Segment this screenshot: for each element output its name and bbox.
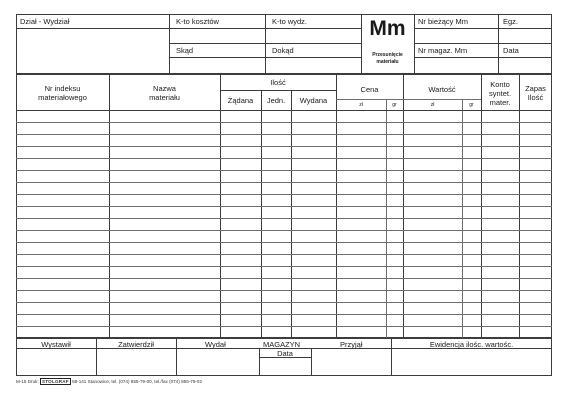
table-cell[interactable]	[403, 158, 462, 170]
warehouse-number-label: Nr magaz. Mm	[418, 46, 468, 55]
table-cell[interactable]	[336, 218, 386, 230]
table-cell[interactable]	[16, 242, 109, 254]
col-requested: Żądana	[227, 96, 254, 105]
table-cell[interactable]	[462, 290, 481, 302]
table-cell[interactable]	[261, 194, 291, 206]
table-cell[interactable]	[386, 290, 403, 302]
table-cell[interactable]	[261, 206, 291, 218]
table-cell[interactable]	[109, 206, 220, 218]
table-cell[interactable]	[462, 302, 481, 314]
table-cell[interactable]	[386, 302, 403, 314]
table-cell[interactable]	[109, 230, 220, 242]
table-cell[interactable]	[220, 254, 261, 266]
table-cell[interactable]	[336, 122, 386, 134]
table-cell[interactable]	[16, 134, 109, 146]
table-cell[interactable]	[462, 254, 481, 266]
table-cell[interactable]	[336, 266, 386, 278]
table-cell[interactable]	[291, 206, 336, 218]
copy-label: Egz.	[503, 17, 519, 26]
table-cell[interactable]	[403, 266, 462, 278]
table-cell[interactable]	[481, 170, 519, 182]
table-cell[interactable]	[220, 122, 261, 134]
table-cell[interactable]	[386, 242, 403, 254]
table-cell[interactable]	[519, 314, 552, 326]
table-cell[interactable]	[291, 230, 336, 242]
table-cell[interactable]	[481, 206, 519, 218]
table-cell[interactable]	[386, 170, 403, 182]
table-cell[interactable]	[386, 326, 403, 338]
row-divider	[16, 206, 552, 207]
header-divider	[16, 28, 361, 29]
table-cell[interactable]	[291, 254, 336, 266]
table-cell[interactable]	[16, 218, 109, 230]
row-divider	[16, 122, 552, 123]
table-cell[interactable]	[109, 326, 220, 338]
table-cell[interactable]	[261, 182, 291, 194]
table-cell[interactable]	[336, 146, 386, 158]
table-cell[interactable]	[291, 242, 336, 254]
table-cell[interactable]	[481, 158, 519, 170]
table-cell[interactable]	[291, 290, 336, 302]
table-cell[interactable]	[336, 230, 386, 242]
warehouse-label: MAGAZYN	[263, 340, 301, 349]
header-divider	[498, 14, 499, 74]
col-account-line3: mater.	[489, 98, 511, 107]
table-cell[interactable]	[261, 146, 291, 158]
table-cell[interactable]	[291, 266, 336, 278]
table-cell[interactable]	[220, 170, 261, 182]
table-cell[interactable]	[336, 254, 386, 266]
table-cell[interactable]	[403, 194, 462, 206]
table-cell[interactable]	[481, 134, 519, 146]
table-cell[interactable]	[336, 194, 386, 206]
col-account-line2: syntet.	[488, 89, 512, 98]
table-cell[interactable]	[462, 314, 481, 326]
table-cell[interactable]	[386, 194, 403, 206]
table-cell[interactable]	[481, 230, 519, 242]
table-cell[interactable]	[220, 110, 261, 122]
price-gr-label: gr	[392, 102, 397, 108]
table-cell[interactable]	[109, 146, 220, 158]
table-cell[interactable]	[220, 278, 261, 290]
table-cell[interactable]	[403, 254, 462, 266]
row-divider	[16, 266, 552, 267]
table-cell[interactable]	[336, 278, 386, 290]
table-cell[interactable]	[220, 230, 261, 242]
date-label: Data	[503, 46, 519, 55]
table-cell[interactable]	[386, 206, 403, 218]
table-cell[interactable]	[462, 158, 481, 170]
table-cell[interactable]	[462, 326, 481, 338]
table-cell[interactable]	[519, 194, 552, 206]
table-cell[interactable]	[519, 254, 552, 266]
table-cell[interactable]	[481, 242, 519, 254]
table-cell[interactable]	[109, 218, 220, 230]
table-cell[interactable]	[261, 266, 291, 278]
table-cell[interactable]	[386, 182, 403, 194]
printer-address: 58-141 Stanowice, tel. (074) 855-79-00, tel./fax (074) 855-79-02	[72, 379, 203, 384]
table-cell[interactable]	[519, 182, 552, 194]
table-cell[interactable]	[386, 134, 403, 146]
table-cell[interactable]	[109, 302, 220, 314]
signature-divider	[176, 338, 177, 376]
printer-logo: STOLGRAF	[42, 379, 69, 384]
row-divider	[16, 230, 552, 231]
table-cell[interactable]	[462, 230, 481, 242]
table-cell[interactable]	[291, 314, 336, 326]
row-divider	[16, 242, 552, 243]
table-cell[interactable]	[261, 254, 291, 266]
row-divider	[16, 254, 552, 255]
current-number-label: Nr bieżący Mm	[418, 17, 469, 26]
table-cell[interactable]	[403, 182, 462, 194]
table-cell[interactable]	[16, 290, 109, 302]
table-cell[interactable]	[16, 182, 109, 194]
table-cell[interactable]	[261, 278, 291, 290]
table-cell[interactable]	[291, 278, 336, 290]
table-cell[interactable]	[261, 302, 291, 314]
table-cell[interactable]	[481, 302, 519, 314]
table-cell[interactable]	[403, 206, 462, 218]
row-divider	[16, 134, 552, 135]
table-cell[interactable]	[519, 278, 552, 290]
table-cell[interactable]	[403, 134, 462, 146]
col-price: Cena	[360, 85, 379, 94]
table-cell[interactable]	[261, 218, 291, 230]
table-cell[interactable]	[109, 278, 220, 290]
table-cell[interactable]	[336, 326, 386, 338]
table-cell[interactable]	[462, 242, 481, 254]
table-cell[interactable]	[481, 326, 519, 338]
table-cell[interactable]	[481, 254, 519, 266]
table-cell[interactable]	[16, 230, 109, 242]
received-by-label: Przyjął	[340, 340, 363, 349]
table-cell[interactable]	[336, 182, 386, 194]
table-cell[interactable]	[220, 134, 261, 146]
table-cell[interactable]	[291, 302, 336, 314]
table-cell[interactable]	[481, 194, 519, 206]
table-cell[interactable]	[386, 254, 403, 266]
table-cell[interactable]	[291, 218, 336, 230]
table-cell[interactable]	[336, 242, 386, 254]
table-cell[interactable]	[220, 194, 261, 206]
table-cell[interactable]	[261, 122, 291, 134]
row-divider	[16, 170, 552, 171]
table-cell[interactable]	[261, 230, 291, 242]
table-cell[interactable]	[481, 146, 519, 158]
table-cell[interactable]	[386, 266, 403, 278]
printer-imprint	[16, 378, 202, 385]
form-subtitle-line2: materiału	[376, 59, 399, 65]
table-cell[interactable]	[519, 110, 552, 122]
form-number: M-15 Druk:	[16, 379, 39, 384]
col-account-line1: Konto	[490, 80, 510, 89]
table-cell[interactable]	[220, 146, 261, 158]
row-divider	[16, 182, 552, 183]
table-cell[interactable]	[462, 278, 481, 290]
row-divider	[16, 194, 552, 195]
table-cell[interactable]	[519, 242, 552, 254]
issued-by-label: Wystawił	[41, 340, 71, 349]
table-cell[interactable]	[481, 182, 519, 194]
table-cell[interactable]	[336, 290, 386, 302]
table-cell[interactable]	[481, 278, 519, 290]
table-cell[interactable]	[481, 290, 519, 302]
table-cell[interactable]	[519, 170, 552, 182]
table-cell[interactable]	[109, 194, 220, 206]
header-divider	[414, 43, 552, 44]
row-divider	[16, 314, 552, 315]
header-divider	[414, 28, 552, 29]
table-cell[interactable]	[386, 122, 403, 134]
table-cell[interactable]	[109, 314, 220, 326]
table-cell[interactable]	[519, 218, 552, 230]
col-index-line2: materiałowego	[38, 93, 87, 102]
table-cell[interactable]	[403, 278, 462, 290]
table-cell[interactable]	[403, 242, 462, 254]
table-cell[interactable]	[462, 266, 481, 278]
dept-label: Dział - Wydział	[20, 17, 70, 26]
released-by-label: Wydał	[205, 340, 226, 349]
table-cell[interactable]	[220, 158, 261, 170]
table-cell[interactable]	[220, 242, 261, 254]
table-cell[interactable]	[403, 170, 462, 182]
table-cell[interactable]	[386, 314, 403, 326]
row-divider	[16, 146, 552, 147]
table-cell[interactable]	[481, 266, 519, 278]
table-cell[interactable]	[462, 122, 481, 134]
col-name-line1: Nazwa	[153, 84, 176, 93]
row-divider	[16, 326, 552, 327]
table-cell[interactable]	[16, 254, 109, 266]
table-cell[interactable]	[291, 194, 336, 206]
table-cell[interactable]	[336, 134, 386, 146]
signature-divider	[311, 348, 312, 376]
table-cell[interactable]	[403, 218, 462, 230]
table-cell[interactable]	[261, 290, 291, 302]
header-divider	[169, 14, 170, 74]
table-cell[interactable]	[481, 122, 519, 134]
table-cell[interactable]	[261, 170, 291, 182]
table-cell[interactable]	[261, 110, 291, 122]
table-cell[interactable]	[109, 254, 220, 266]
col-quantity: Ilość	[270, 78, 286, 87]
table-cell[interactable]	[291, 122, 336, 134]
table-cell[interactable]	[386, 278, 403, 290]
table-cell[interactable]	[386, 110, 403, 122]
table-cell[interactable]	[220, 218, 261, 230]
table-cell[interactable]	[109, 182, 220, 194]
table-cell[interactable]	[261, 242, 291, 254]
table-cell[interactable]	[261, 314, 291, 326]
table-cell[interactable]	[291, 326, 336, 338]
table-cell[interactable]	[109, 134, 220, 146]
signature-date-label: Data	[277, 349, 293, 358]
form-subtitle-line1: Przesunięcie	[372, 52, 403, 58]
table-cell[interactable]	[519, 326, 552, 338]
table-cell[interactable]	[220, 302, 261, 314]
table-cell[interactable]	[462, 170, 481, 182]
table-cell[interactable]	[462, 146, 481, 158]
table-cell[interactable]	[109, 170, 220, 182]
header-divider	[265, 14, 266, 74]
table-cell[interactable]	[462, 182, 481, 194]
approved-by-label: Zatwierdził	[118, 340, 154, 349]
table-cell[interactable]	[220, 314, 261, 326]
col-index-line1: Nr indeksu	[44, 84, 81, 93]
row-divider	[16, 290, 552, 291]
col-issued: Wydana	[299, 96, 328, 105]
header-divider	[414, 14, 415, 74]
table-cell[interactable]	[386, 230, 403, 242]
table-cell[interactable]	[519, 206, 552, 218]
table-cell[interactable]	[336, 158, 386, 170]
cost-account-label: K-to kosztów	[176, 17, 219, 26]
table-cell[interactable]	[519, 290, 552, 302]
col-value: Wartość	[428, 85, 456, 94]
table-cell[interactable]	[403, 326, 462, 338]
form-code: Mm	[369, 17, 406, 40]
value-zl-label: zł	[430, 102, 435, 108]
col-stock-line2: Ilość	[527, 93, 544, 102]
destination-label: Dokąd	[272, 46, 294, 55]
table-cell[interactable]	[16, 122, 109, 134]
table-cell[interactable]	[386, 146, 403, 158]
table-cell[interactable]	[462, 206, 481, 218]
table-cell[interactable]	[336, 314, 386, 326]
table-cell[interactable]	[261, 326, 291, 338]
table-cell[interactable]	[481, 314, 519, 326]
table-cell[interactable]	[519, 158, 552, 170]
dept-account-label: K-to wydz.	[272, 17, 308, 26]
table-cell[interactable]	[16, 194, 109, 206]
col-unit: Jedn.	[266, 96, 286, 105]
table-cell[interactable]	[519, 302, 552, 314]
row-divider	[16, 302, 552, 303]
value-gr-label: gr	[469, 102, 474, 108]
table-cell[interactable]	[16, 158, 109, 170]
table-cell[interactable]	[291, 170, 336, 182]
table-cell[interactable]	[519, 266, 552, 278]
table-cell[interactable]	[403, 110, 462, 122]
table-cell[interactable]	[336, 206, 386, 218]
table-cell[interactable]	[109, 266, 220, 278]
table-cell[interactable]	[519, 134, 552, 146]
table-cell[interactable]	[291, 158, 336, 170]
table-cell[interactable]	[462, 110, 481, 122]
table-cell[interactable]	[336, 170, 386, 182]
table-cell[interactable]	[16, 206, 109, 218]
table-cell[interactable]	[291, 134, 336, 146]
table-cell[interactable]	[16, 110, 109, 122]
table-cell[interactable]	[403, 122, 462, 134]
table-cell[interactable]	[16, 314, 109, 326]
source-label: Skąd	[176, 46, 194, 55]
table-cell[interactable]	[109, 242, 220, 254]
table-cell[interactable]	[109, 290, 220, 302]
table-cell[interactable]	[16, 326, 109, 338]
row-divider	[16, 158, 552, 159]
table-cell[interactable]	[109, 110, 220, 122]
table-cell[interactable]	[16, 302, 109, 314]
table-cell[interactable]	[462, 134, 481, 146]
table-cell[interactable]	[16, 266, 109, 278]
row-divider	[16, 278, 552, 279]
table-cell[interactable]	[220, 326, 261, 338]
table-cell[interactable]	[403, 314, 462, 326]
table-cell[interactable]	[220, 206, 261, 218]
table-cell[interactable]	[386, 158, 403, 170]
table-cell[interactable]	[462, 218, 481, 230]
subheader-divider	[336, 99, 481, 100]
table-cell[interactable]	[220, 266, 261, 278]
table-cell[interactable]	[336, 110, 386, 122]
table-cell[interactable]	[261, 134, 291, 146]
table-cell[interactable]	[519, 230, 552, 242]
table-cell[interactable]	[336, 302, 386, 314]
price-zl-label: zł	[359, 102, 363, 108]
table-cell[interactable]	[220, 290, 261, 302]
row-divider	[16, 218, 552, 219]
table-cell[interactable]	[386, 218, 403, 230]
table-cell[interactable]	[481, 110, 519, 122]
table-cell[interactable]	[462, 194, 481, 206]
table-cell[interactable]	[16, 170, 109, 182]
table-cell[interactable]	[220, 182, 261, 194]
table-cell[interactable]	[16, 278, 109, 290]
table-cell[interactable]	[109, 158, 220, 170]
table-cell[interactable]	[403, 230, 462, 242]
col-name-line2: materiału	[149, 93, 180, 102]
table-cell[interactable]	[519, 122, 552, 134]
table-cell[interactable]	[519, 146, 552, 158]
header-divider	[414, 57, 552, 58]
table-cell[interactable]	[291, 110, 336, 122]
col-stock-line1: Zapas	[525, 84, 546, 93]
table-cell[interactable]	[261, 158, 291, 170]
table-cell[interactable]	[109, 122, 220, 134]
records-label: Ewidencja ilośc. wartośc.	[429, 340, 514, 349]
table-cell[interactable]	[403, 290, 462, 302]
table-cell[interactable]	[16, 146, 109, 158]
table-cell[interactable]	[291, 146, 336, 158]
table-cell[interactable]	[481, 218, 519, 230]
table-cell[interactable]	[403, 146, 462, 158]
subheader-divider	[220, 90, 336, 91]
table-cell[interactable]	[291, 182, 336, 194]
table-cell[interactable]	[403, 302, 462, 314]
